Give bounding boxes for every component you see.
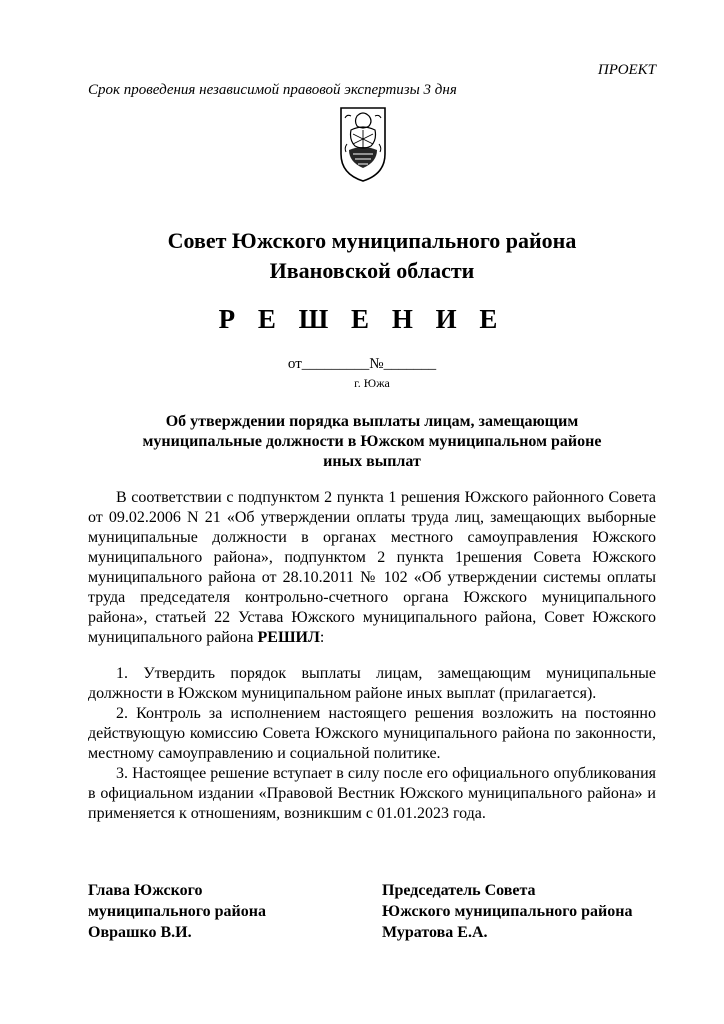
- coat-of-arms-icon: [337, 104, 389, 184]
- council-line-2: Ивановской области: [269, 258, 475, 283]
- expertise-note: Срок проведения независимой правовой экспертизы 3 дня: [88, 82, 457, 98]
- council-title: [88, 226, 656, 286]
- resolved-word: РЕШИЛ: [257, 629, 320, 646]
- preamble-colon: :: [319, 629, 325, 646]
- signature-line: Председатель Совета: [382, 882, 536, 899]
- preamble-paragraph: [88, 488, 656, 648]
- city: г. Южа: [354, 376, 390, 390]
- decision-item: 1. Утвердить порядок выплаты лицам, замещающим муниципальные должности в Южском муниципальном районе иных выплат (прилагается).: [88, 665, 656, 702]
- decision-item: 3. Настоящее решение вступает в силу после его официального опубликования в официальном издании «Правовой Вестник Южского муниципального района» и применяется к отношениям, возникшим с 01.01.2023 года.: [88, 765, 656, 822]
- signature-name: Оврашко В.И.: [88, 924, 192, 941]
- decision-items: [88, 664, 656, 824]
- signature-line: Глава Южского: [88, 882, 203, 899]
- draft-label: ПРОЕКТ: [597, 62, 656, 78]
- decision-subject: [88, 412, 656, 472]
- decision-item: 2. Контроль за исполнением настоящего решения возложить на постоянно действующую комиссию Совета Южского муниципального района по законности, местному самоуправлению и социальной политике.: [88, 705, 656, 762]
- council-line-1: Совет Южского муниципального района: [167, 228, 577, 253]
- subject-line: муниципальные должности в Южском муниципальном районе: [142, 433, 602, 450]
- subject-line: Об утверждении порядка выплаты лицам, замещающим: [165, 413, 579, 430]
- subject-line: иных выплат: [323, 453, 421, 470]
- signature-head-of-district: [88, 880, 266, 943]
- signature-line: Южского муниципального района: [382, 903, 633, 920]
- signature-name: Муратова Е.А.: [382, 924, 488, 941]
- preamble-text: В соответствии с подпунктом 2 пункта 1 решения Южского районного Совета от 09.02.2006 N 21 «Об утверждении оплаты труда лиц, замещающих выборные муниципальные должности в органах местного самоуправления Южского муниципального района», подпунктом 2 пункта 1решения Совета Южского муниципального района от 28.10.2011 № 102 «Об утверждении системы оплаты труда председателя контрольно-счетного органа Южского муниципального района», статьей 22 Устава Южского муниципального района, Совет Южского муниципального района: [88, 489, 656, 646]
- signature-line: муниципального района: [88, 903, 266, 920]
- signature-council-chair: [382, 880, 633, 943]
- decision-heading: Р Е Ш Е Н И Е: [218, 304, 506, 334]
- date-number-line: от_________№_______: [287, 356, 437, 372]
